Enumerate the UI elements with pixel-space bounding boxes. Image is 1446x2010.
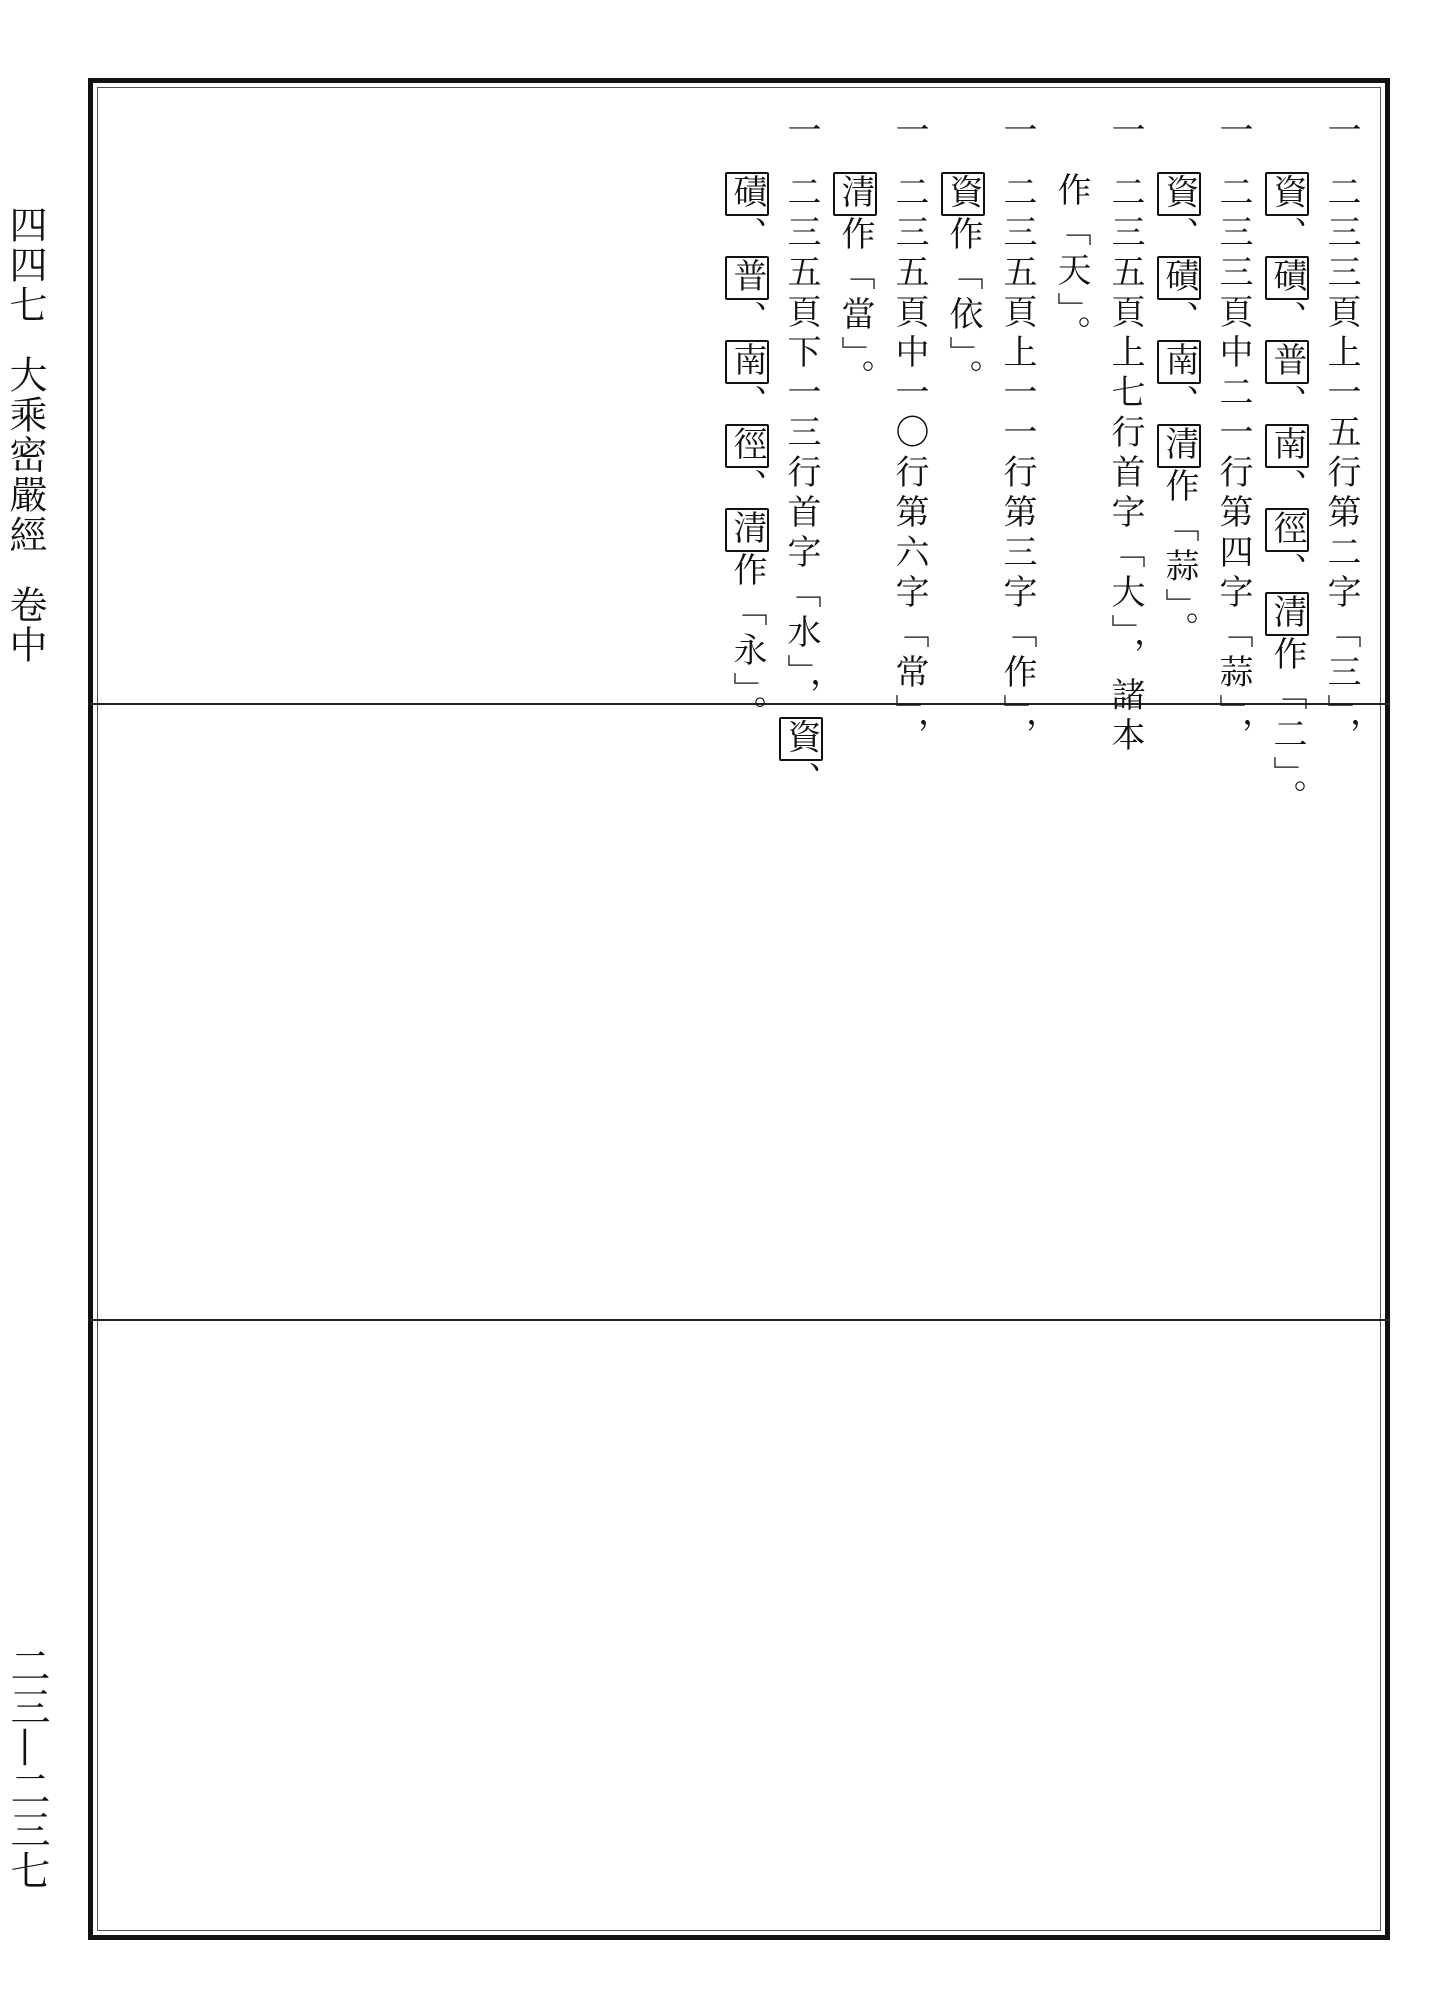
note-column <box>1098 112 1152 757</box>
note-column <box>1206 112 1260 757</box>
note-column <box>1044 112 1098 692</box>
note-column <box>1260 112 1314 819</box>
edition-siglum: 清 <box>727 510 767 550</box>
fascicle-label: 卷中 <box>3 585 47 665</box>
section-divider-lower <box>88 1319 1390 1321</box>
edition-siglum: 徑 <box>1267 510 1307 550</box>
edition-siglum: 南 <box>727 342 767 382</box>
note-column <box>882 112 936 757</box>
note-marker: 一 <box>889 112 929 152</box>
edition-siglum: 清 <box>1267 594 1307 634</box>
note-text: 磧、普、南、徑、清作「永」。 <box>727 174 767 735</box>
edition-siglum: 南 <box>1159 342 1199 382</box>
note-text: 清作「當」。 <box>835 174 875 399</box>
note-text: 資、磧、普、南、徑、清作「二」。 <box>1267 174 1307 819</box>
note-column <box>1152 112 1206 692</box>
sutra-title: 大乘密嚴經 <box>3 355 47 555</box>
page-number: 二三—二三七 <box>4 1645 50 1891</box>
edition-siglum: 清 <box>1159 426 1199 466</box>
note-column <box>828 112 882 692</box>
note-marker: 一 <box>1321 112 1361 152</box>
note-marker: 一 <box>1213 112 1253 152</box>
note-column <box>774 112 828 801</box>
edition-siglum: 磧 <box>1159 258 1199 298</box>
note-text: 二三三頁中二一行第四字「蒜」， <box>1213 174 1253 757</box>
note-marker: 一 <box>997 112 1037 152</box>
collation-notes <box>720 112 1368 819</box>
edition-siglum: 普 <box>1267 342 1307 382</box>
edition-siglum: 清 <box>835 174 875 214</box>
note-text: 二三三頁上一五行第二字「三」， <box>1321 174 1361 757</box>
edition-siglum: 資 <box>781 719 821 759</box>
note-column <box>1314 112 1368 757</box>
edition-siglum: 資 <box>943 174 983 214</box>
edition-siglum: 南 <box>1267 426 1307 466</box>
note-text: 作「天」。 <box>1051 172 1091 355</box>
volume-number: 四四七 <box>3 205 47 325</box>
note-marker: 一 <box>781 112 821 152</box>
edition-siglum: 磧 <box>1267 258 1307 298</box>
edition-siglum: 資 <box>1159 174 1199 214</box>
note-marker: 一 <box>1105 112 1145 152</box>
note-column <box>990 112 1044 757</box>
edition-siglum: 徑 <box>727 426 767 466</box>
note-column <box>720 112 774 735</box>
margin-title <box>2 205 48 665</box>
note-text: 二三五頁中一〇行第六字「常」， <box>889 174 929 757</box>
note-text: 資、磧、南、清作「蒜」。 <box>1159 174 1199 651</box>
edition-siglum: 資 <box>1267 174 1307 214</box>
edition-siglum: 磧 <box>727 174 767 214</box>
note-column <box>936 112 990 692</box>
note-text: 二三五頁上一一行第三字「作」， <box>997 174 1037 757</box>
note-text: 資作「依」。 <box>943 174 983 399</box>
edition-siglum: 普 <box>727 258 767 298</box>
note-text: 二三五頁上七行首字「大」，諸本 <box>1105 174 1145 757</box>
note-text: 二三五頁下一三行首字「水」，資、 <box>781 174 821 801</box>
